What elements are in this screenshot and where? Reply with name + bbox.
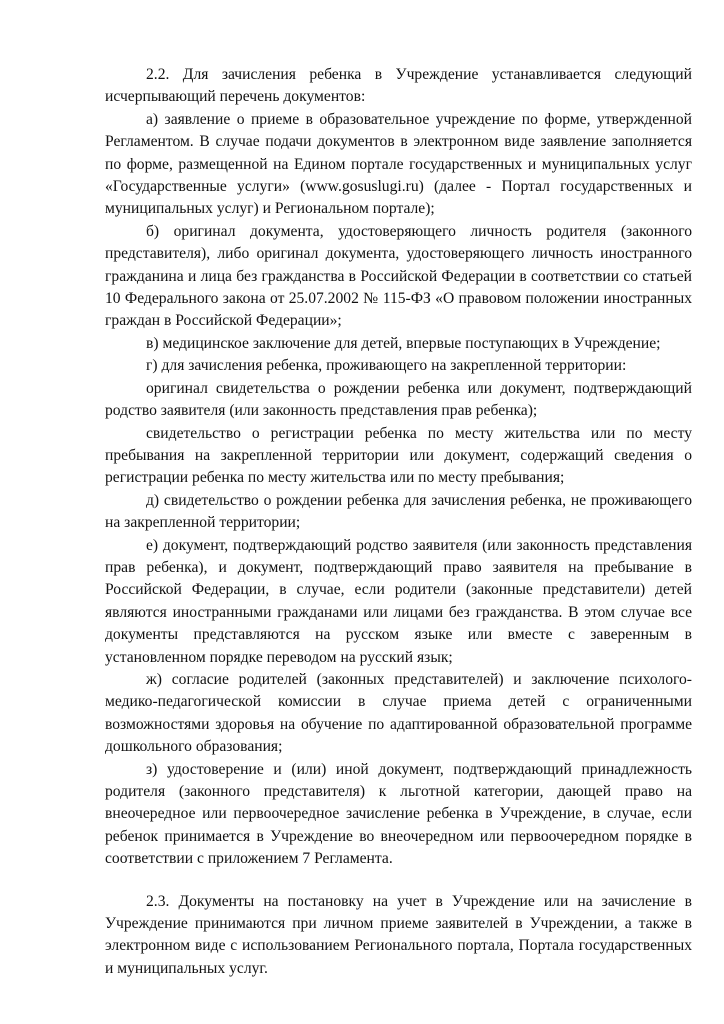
paragraph-item-d: д) свидетельство о рождении ребенка для зачисления ребенка, не проживающего на закрепленной территории; — [105, 491, 692, 532]
paragraph-item-z: з) удостоверение и (или) иной документ, подтверждающий принадлежность родителя (законного представителя) к льготной категории, дающей право на внеочередное или первоочередное зачисление ребенка в Учреждение, в случае, если ребенок принимается в Учреждение во внеочередном или первоочередном порядке в соответствии с приложением 7 Регламента. — [105, 760, 692, 868]
paragraph-item-g: г) для зачисления ребенка, проживающего на закрепленной территории: — [146, 357, 627, 375]
paragraph-item-b: б) оригинал документа, удостоверяющего личность родителя (законного представителя), либо оригинал документа, удостоверяющего личность иностранного гражданина и лица без гражданства в Российской Федерации в соответствии со статьей 10 Федерального закона от 25.07.2002 № 115-ФЗ «О правовом положении иностранных граждан в Российской Федерации»; — [105, 222, 692, 330]
paragraph-item-a: а) заявление о приеме в образовательное учреждение по форме, утвержденной Регламентом. В случае подачи документов в электронном виде заявление заполняется по форме, размещенной на Едином портале государственных и муниципальных услуг «Государственные услуги» (www.gosuslugi.ru) (далее - Портал государственных и муниципальных услуг) и Региональном портале); — [105, 110, 692, 218]
paragraph-item-v: в) медицинское заключение для детей, впервые поступающих в Учреждение; — [146, 334, 661, 352]
paragraph-item-e: е) документ, подтверждающий родство заявителя (или законность представления прав ребенка), и документ, подтверждающий право заявителя на пребывание в Российской Федерации, в случае, если родители (законные представители) детей являются иностранными гражданами или лицами без гражданства. В этом случае все документы представляются на русском языке или вместе с заверенным в установленном порядке переводом на русский язык; — [105, 536, 692, 666]
paragraph-item-g-registration: свидетельство о регистрации ребенка по месту жительства или по месту пребывания на закрепленной территории или документ, содержащий сведения о регистрации ребенка по месту жительства или по месту пребывания; — [105, 424, 692, 487]
paragraph-2-2-intro: 2.2. Для зачисления ребенка в Учреждение устанавливается следующий исчерпывающий перечень документов: — [105, 66, 692, 106]
paragraph-item-g-birth-certificate: оригинал свидетельства о рождении ребенка или документ, подтверждающий родство заявителя (или законность представления прав ребенка); — [105, 379, 692, 420]
paragraph-item-zh: ж) согласие родителей (законных представителей) и заключение психолого-медико-педагогической комиссии в случае приема детей с ограниченными возможностями здоровья на обучение по адаптированной образовательной программе дошкольного образования; — [105, 670, 692, 756]
paragraph-2-3: 2.3. Документы на постановку на учет в Учреждение или на зачисление в Учреждение принимаются при личном приеме заявителей в Учреждении, а также в электронном виде с использованием Регионального портала, Портала государственных и муниципальных услуг. — [105, 892, 692, 977]
